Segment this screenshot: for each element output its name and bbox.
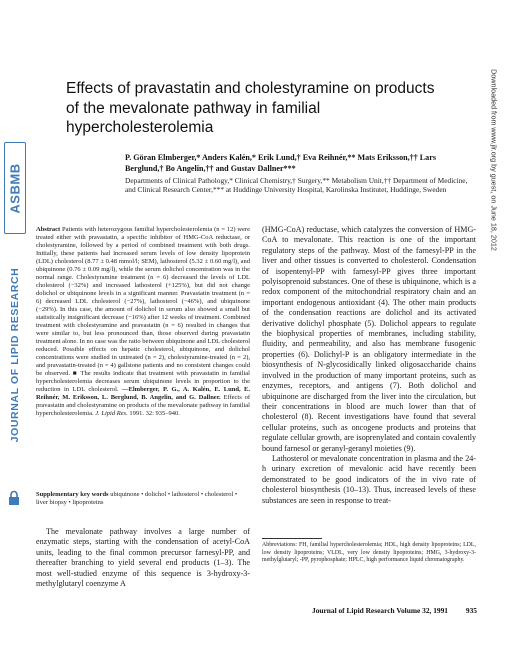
lock-icon: [7, 490, 21, 506]
keywords-label: Supplementary key words: [36, 491, 109, 498]
asbmb-logo-text: ASBMB: [7, 162, 23, 214]
keywords-text: ubiquinone • dolichol • lathosterol • cholesterol • liver biopsy • lipoproteins: [36, 491, 238, 506]
body-paragraph: Lathosterol or mevalonate concentration in plasma and the 24-h urinary excretion of mevalonic acid have recently been demonstrated to be good indicators of the in vivo rate of cholesterol biosynthesis (10–13). Thus, increased levels of these substances are seen in response to treat-: [262, 453, 476, 505]
abstract-citation-volume: 1991. 32: 935–940.: [129, 410, 180, 417]
keywords-block: [36, 491, 250, 507]
abstract-citation-authors: —Elmberger, P. G., A. Kalén, E. Lund, E. Reihnér, M. Eriksson, L. Berglund, B. Angelin, and G. Dallner.: [36, 386, 251, 401]
body-column-right: [262, 225, 476, 506]
body-column-left: [36, 527, 250, 589]
abstract-citation-title: Effects of pravastatin and cholestyramine on products of the mevalonate pathway in familial hypercholesterolemia.: [36, 394, 251, 417]
asbmb-logo: [4, 142, 26, 234]
article-authors: P. Göran Elmberger,* Anders Kalén,* Erik Lund,† Eva Reihnér,** Mats Eriksson,†† Lars Berglund,† Bo Angelin,†† and Gustav Dallner***: [125, 153, 436, 173]
page-number: 935: [465, 606, 477, 615]
abstract-text: Patients with heterozygous familial hypercholesterolemia (n = 12) were treated either with pravastatin, a specific inhibitor of HMG-CoA reductase, or cholestyramine, followed by a period of combined treatment with both drugs. Initially, these patients had increased serum levels of low density lipoprotein (LDL) cholesterol (8.77 ± 0.48 mmol/l; SEM), lathosterol (5.32 ± 0.60 mg/l), and ubiquinone (0.76 ± 0.09 mg/l), while the serum dolichol concentration was in the normal range. Cholestyramine treatment (n = 6) decreased the levels of LDL cholesterol (−32%) and increased lathosterol (+125%), but did not change dolichol or ubiquinone levels in a significant manner. Pravastatin treatment (n = 6) decreased LDL cholesterol (−27%), lathosterol (−46%), and ubiquinone (−29%). In this case, the amount of dolichol in serum also showed a small but statistically insignificant decrease (−16%) after 12 weeks of treatment. Combined treatment with cholestyramine and pravastatin (n = 6) resulted in changes that were similar to, but less pronounced than, those observed during pravastatin treatment alone. In no case was the ratio between ubiquinone and LDL cholesterol reduced. Possible effects on hepatic cholesterol, ubiquinone, and dolichol concentrations were studied in untreated (n = 2), cholestyramine-treated (n = 2), and pravastatin-treated (n = 4) gallstone patients and no consistent changes could be observed. ■ The results indicate that treatment with pravastatin in familial hypercholesterolemia decreases serum ubiquinone levels in proportion to the reduction in LDL cholesterol.: [36, 226, 251, 393]
journal-sidebar: [0, 0, 30, 664]
article-title: Effects of pravastatin and cholestyramine on products of the mevalonate pathway in familial hypercholesterolemia: [66, 80, 435, 136]
abbreviations-footnote: Abbreviations: FH, familial hypercholesterolemia; HDL, high density lipoproteins; LDL, low density lipoproteins; VLDL, very low density lipoproteins; HMG, 3-hydroxy-3-methylglutaryl; -PP, pyrophosphate; HPLC, high performance liquid chromatography.: [262, 542, 476, 563]
journal-name-vertical-text: JOURNAL OF LIPID RESEARCH: [9, 267, 21, 443]
abstract-citation-journal: J. Lipid Res.: [95, 410, 128, 417]
footer-journal-line: Journal of Lipid Research Volume 32, 1991: [312, 606, 448, 615]
page-footer: [312, 606, 477, 615]
abstract-block: [36, 226, 250, 418]
body-paragraph: The mevalonate pathway involves a large number of enzymatic steps, starting with the condensation of acetyl-CoA units, leading to the final common precursor farnesyl-PP, and thereafter branching to yield several end products (1–3). The most well-studied enzyme of this sequence is 3-hydroxy-3-methylglutaryl coenzyme A: [36, 527, 250, 589]
body-paragraph: (HMG-CoA) reductase, which catalyzes the conversion of HMG-CoA to mevalonate. This reaction is one of the important regulatory steps of the pathway. Most of the farnesyl-PP in the liver and other tissues is converted to cholesterol. Condensation of isopentenyl-PP with farnesyl-PP gives three important polyisoprenoid substances. One of these is ubiquinone, which is a redox component of the mitochondrial respiratory chain and an important endogenous antioxidant (4). The other main products of the condensation reactions are dolichol and its activated derivative dolichyl phosphate (5). Dolichol appears to regulate the biophysical properties of membranes, including stability, fluidity, and permeability, and also has membrane fusogenic properties (6). Dolichyl-P is an obligatory intermediate in the biosynthesis of N-glycosidically linked oligosaccharide chains involved in the production of many important proteins, such as enzymes, receptors, and antigens (7). Both dolichol and ubiquinone are discharged from the liver into the circulation, but their concentrations in blood are much lower than that of cholesterol (8). Recent investigations have found that several cellular proteins, such as oncogene products and proteins that regulate cellular growth, are isoprenylated and contain covalently bound farnesol or geranyl-geranyl moieties (9).: [262, 225, 476, 453]
download-watermark-text: Downloaded from www.jlr.org by guest, on June 18, 2012: [489, 69, 499, 251]
footnote-divider: [262, 538, 322, 539]
abstract-label: Abstract: [36, 226, 61, 233]
article-affiliation: Departments of Clinical Pathology,* Clinical Chemistry,† Surgery,** Metabolism Unit,†† Department of Medicine, and Clinical Research Center,*** at Huddinge University Hospital, Karolinska Institutet, Huddinge, Sweden: [125, 176, 468, 195]
